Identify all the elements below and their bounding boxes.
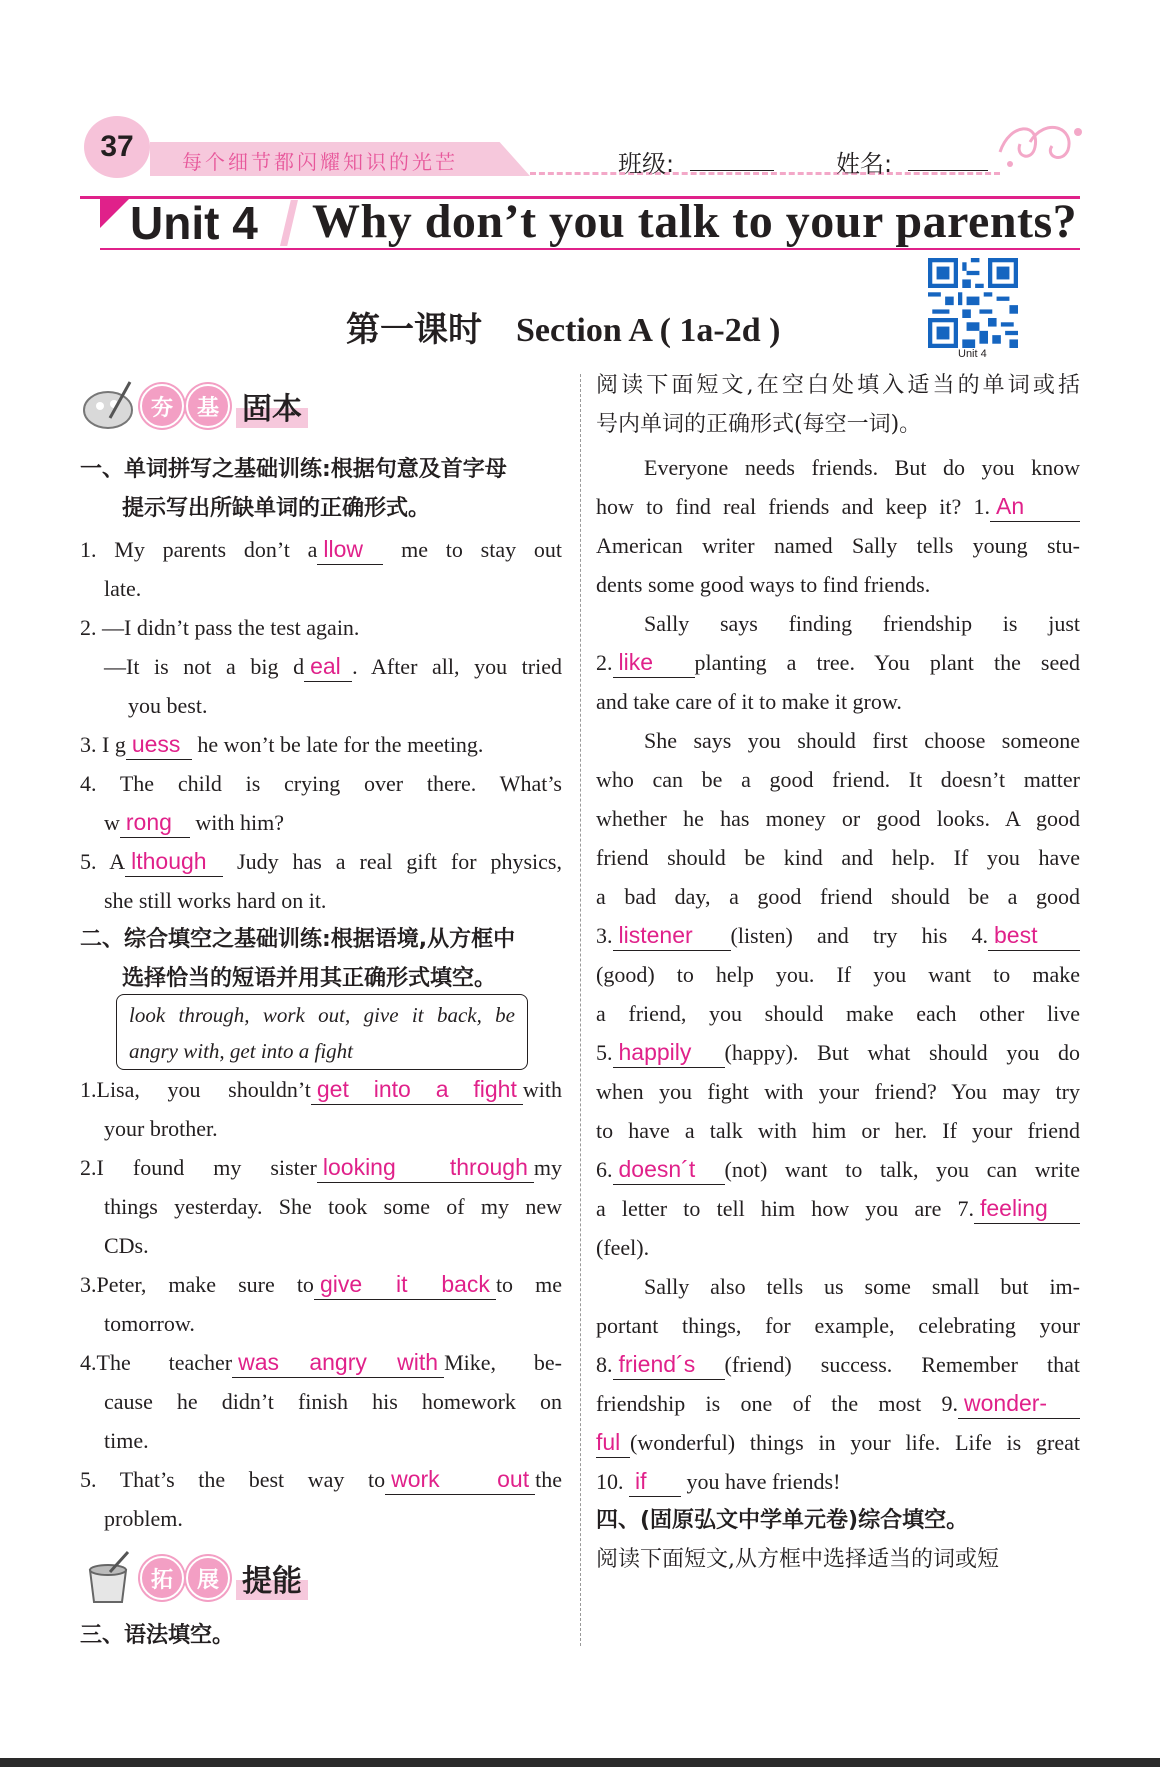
p4-cont-2: time. (104, 1428, 149, 1453)
p4-answer[interactable]: was angry with (232, 1349, 444, 1378)
r7: and take care of it to make it grow. (596, 689, 902, 714)
r13: 3. listener (listen) and try his 4. best (596, 916, 1080, 955)
intro-line-1: 阅读下面短文,在空白处填入适当的单词或括 (596, 373, 1080, 398)
column-divider (580, 374, 581, 1646)
q2-line: 2. —I didn’t pass the test again. (80, 615, 360, 640)
slogan: 每个细节都闪耀知识的光芒 (182, 150, 458, 174)
blank-8[interactable]: friend´s (613, 1351, 725, 1380)
badge-text: 提能 (236, 1556, 308, 1600)
r21: (feel). (596, 1235, 650, 1260)
r3: American writer named Sally tells young stu- (596, 533, 1080, 558)
reading-passage (596, 366, 1080, 1579)
section-2-heading-cont: 选择恰当的短语并用其正确形式填空。 (122, 966, 497, 991)
p2-answer[interactable]: looking through (317, 1154, 534, 1183)
blank-2[interactable]: like (613, 649, 695, 678)
blank-1[interactable]: An (990, 493, 1080, 522)
r8: She says you should first choose someone (644, 728, 1080, 753)
q2-reply: —It is not a big d eal . After all, you tried (80, 647, 562, 686)
blank-9-cont[interactable]: ful (596, 1429, 630, 1458)
unit-separator (280, 200, 298, 246)
blank-6[interactable]: doesn´t (613, 1156, 725, 1185)
q4-answer[interactable]: rong (120, 809, 190, 838)
q4-line: 4. The child is crying over there. What’s (80, 771, 562, 796)
r25: friendship is one of the most 9. wonder- (596, 1384, 1080, 1423)
r22: Sally also tells us some small but im- (644, 1274, 1080, 1299)
qr-code-icon[interactable] (928, 258, 1018, 348)
q3-line: 3. I g uess he won’t be late for the meeting. (80, 725, 562, 764)
r6: 2. like planting a tree. You plant the seed (596, 643, 1080, 682)
name-field[interactable] (908, 170, 988, 171)
class-field[interactable] (690, 170, 774, 171)
q2-answer[interactable]: eal (304, 653, 352, 682)
p1-cont: your brother. (104, 1116, 218, 1141)
blank-5[interactable]: happily (613, 1039, 725, 1068)
q2-cont: you best. (128, 693, 208, 718)
p5-cont: problem. (104, 1506, 183, 1531)
r26: ful (wonderful) things in your life. Life is great (596, 1423, 1080, 1462)
q1-line: 1. My parents don’t a llow me to stay out (80, 530, 562, 569)
section-2-heading: 二、综合填空之基础训练:根据语境,从方框中 (80, 927, 516, 952)
phrase-fill-list (80, 1070, 562, 1538)
q5-line: 5. A lthough Judy has a real gift for physics, (80, 842, 562, 881)
title-corner-marker (100, 198, 130, 228)
section-1-heading-cont: 提示写出所缺单词的正确形式。 (122, 496, 431, 521)
r16: 5. happily (happy). But what should you do (596, 1033, 1080, 1072)
unit-title: Why don’t you talk to your parents? (312, 195, 1078, 248)
section-4-intro: 阅读下面短文,从方框中选择适当的词或短 (596, 1547, 999, 1572)
q3-answer[interactable]: uess (126, 731, 192, 760)
p1-line: 1.Lisa, you shouldn’t get into a fight with (80, 1070, 562, 1109)
badge-foundation (80, 378, 308, 434)
lesson-title: 第一课时 Section A ( 1a-2d ) (346, 312, 781, 349)
p3-answer[interactable]: give it back (314, 1271, 496, 1300)
p5-line: 5. That’s the best way to work out the (80, 1460, 562, 1499)
blank-7[interactable]: feeling (974, 1195, 1080, 1224)
badge-text: 固本 (236, 384, 308, 428)
p4-cont-1: cause he didn’t finish his homework on (104, 1389, 562, 1414)
q1-cont: late. (104, 576, 142, 601)
badge-char-1: 夯 (140, 384, 184, 428)
unit-label: Unit 4 (130, 197, 258, 249)
r18: to have a talk with him or her. If your friend (596, 1118, 1080, 1143)
badge-char-2: 基 (186, 384, 230, 428)
r9: who can be a good friend. It doesn’t matter (596, 767, 1080, 792)
blank-9[interactable]: wonder- (958, 1390, 1080, 1419)
r4: dents some good ways to find friends. (596, 572, 931, 597)
r14: (good) to help you. If you want to make (596, 962, 1080, 987)
p2-cont-2: CDs. (104, 1233, 149, 1258)
r1: Everyone needs friends. But do you know (644, 455, 1080, 480)
phrase-box (116, 994, 528, 1070)
blank-10[interactable]: if (629, 1468, 681, 1497)
title-bottom-rule (100, 248, 1080, 250)
r19: 6. doesn´t (not) want to talk, you can write (596, 1150, 1080, 1189)
q1-answer[interactable]: llow (317, 536, 383, 565)
section-1-heading: 一、单词拼写之基础训练:根据句意及首字母 (80, 457, 507, 482)
phrase-box-line-1: look through, work out, give it back, be (129, 1003, 515, 1027)
badge-char-2: 展 (186, 1556, 230, 1600)
p3-cont: tomorrow. (104, 1311, 195, 1336)
section-4-heading: 四、(固原弘文中学单元卷)综合填空。 (596, 1508, 969, 1533)
r5: Sally says finding friendship is just (644, 611, 1080, 636)
header-dashed-line (530, 172, 1000, 175)
qr-label: Unit 4 (958, 348, 987, 360)
q5-cont: she still works hard on it. (104, 888, 327, 913)
r27: 10. if you have friends! (596, 1462, 1080, 1501)
p3-line: 3.Peter, make sure to give it back to me (80, 1265, 562, 1304)
palette-icon (80, 378, 136, 434)
q5-answer[interactable]: lthough (125, 848, 223, 877)
r10: whether he has money or good looks. A good (596, 806, 1080, 831)
r2: how to find real friends and keep it? 1. An (596, 487, 1080, 526)
p2-cont-1: things yesterday. She took some of my new (104, 1194, 562, 1219)
badge-extension (80, 1550, 308, 1606)
word-spelling-list (80, 530, 562, 920)
flourish-icon (990, 112, 1086, 172)
bottom-edge-bar (0, 1758, 1160, 1767)
p5-answer[interactable]: work out (385, 1466, 535, 1495)
intro-line-2: 号内单词的正确形式(每空一词)。 (596, 412, 922, 437)
r12: a bad day, a good friend should be a good (596, 884, 1080, 909)
q4-cont: w rong with him? (80, 803, 562, 842)
paint-bucket-icon (80, 1550, 136, 1606)
page-number-badge (84, 116, 150, 178)
class-label: 班级: (618, 150, 675, 178)
blank-4[interactable]: best (988, 922, 1080, 951)
r23: portant things, for example, celebrating your (596, 1313, 1080, 1338)
phrase-box-line-2: angry with, get into a fight (129, 1039, 353, 1063)
badge-char-1: 拓 (140, 1556, 184, 1600)
section-3-heading: 三、语法填空。 (80, 1623, 235, 1648)
p1-answer[interactable]: get into a fight (311, 1076, 523, 1105)
p2-line: 2.I found my sister looking through my (80, 1148, 562, 1187)
r17: when you fight with your friend? You may try (596, 1079, 1080, 1104)
name-label: 姓名: (836, 150, 893, 178)
blank-3[interactable]: listener (613, 922, 731, 951)
r20: a letter to tell him how you are 7. feeling (596, 1189, 1080, 1228)
r15: a friend, you should make each other live (596, 1001, 1080, 1026)
p4-line: 4.The teacher was angry with Mike, be- (80, 1343, 562, 1382)
r24: 8. friend´s (friend) success. Remember that (596, 1345, 1080, 1384)
r11: friend should be kind and help. If you have (596, 845, 1080, 870)
page-number: 37 (100, 130, 134, 163)
